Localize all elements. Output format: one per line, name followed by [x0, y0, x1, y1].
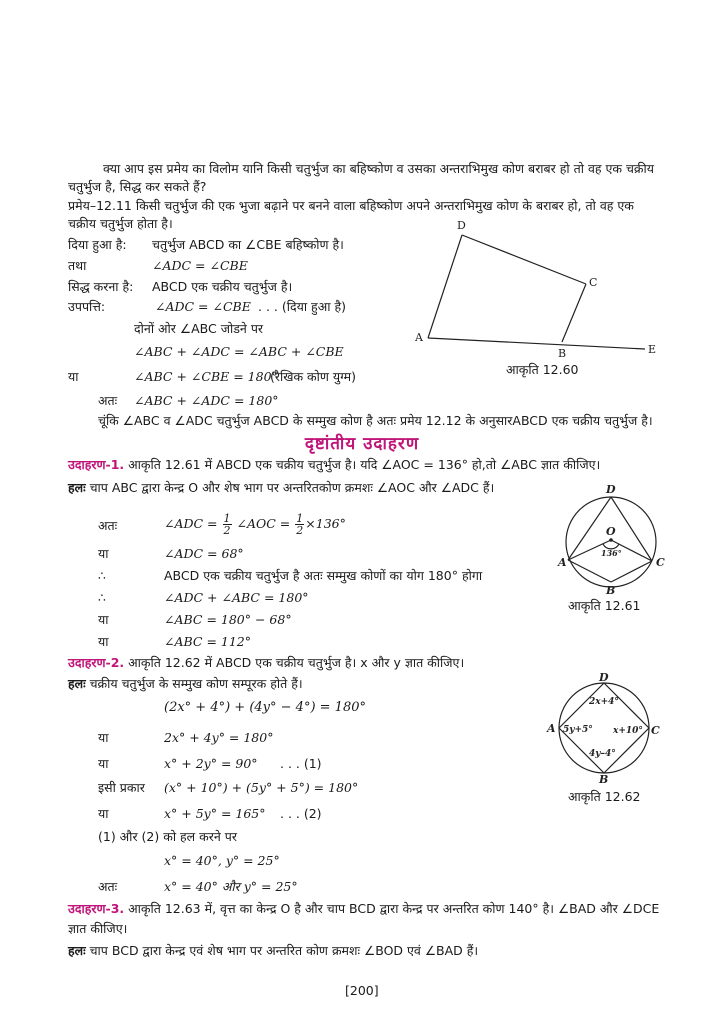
ex2-equation-5-note: . . . (2) — [280, 806, 322, 821]
fig61-label-d: D — [606, 483, 616, 496]
fig61-label-o: O — [606, 525, 616, 538]
fig61-label-a: A — [558, 556, 567, 569]
section-heading: दृष्टांतीय उदाहरण — [304, 434, 420, 454]
ex1-fraction-1-num: 1 — [223, 512, 231, 525]
example-3-line — [68, 901, 659, 917]
fig60-label-e: E — [648, 343, 657, 356]
example-2-solution-text: चक्रीय चतुर्भुज के सम्मुख कोण सम्पूरक होते हैं। — [85, 676, 303, 691]
or-label: या — [68, 369, 79, 384]
example-1-solution-text: चाप ABC द्वारा केन्द्र O और शेष भाग पर अन्तरितकोण क्रमशः ∠AOC और ∠ADC हैं। — [85, 480, 495, 495]
ex1-line3: ABCD एक चक्रीय चतुर्भुज है अतः सम्मुख कोणों का योग 180° होगा — [164, 568, 483, 583]
example-3-title: उदाहरण-3. — [68, 901, 125, 916]
ex1-line6-label: या — [98, 634, 109, 649]
figure-12-62-caption: आकृति 12.62 — [568, 789, 641, 804]
fig61-label-b: B — [606, 584, 616, 597]
ex1-line6: ∠ABC = 112° — [164, 634, 252, 649]
add-both-sides: दोनों ओर ∠ABC जोडने पर — [134, 321, 264, 336]
proof-note: . . . (दिया हुआ है) — [258, 299, 346, 314]
page-number: [200] — [345, 983, 379, 998]
fig62-label-d: D — [599, 671, 609, 684]
ex1-line2: ∠ADC = 68° — [164, 546, 244, 561]
ex1-fraction-2-num: 1 — [296, 512, 304, 525]
ex1-fraction-2 — [295, 513, 304, 536]
and-label: तथा — [68, 258, 87, 273]
intro-line-2: चतुर्भुज है, सिद्ध कर सकते हैं? — [68, 179, 207, 194]
ex1-line4: ∠ADC + ∠ABC = 180° — [164, 590, 309, 605]
ex1-line1 — [164, 510, 346, 538]
ex2-equation-2: 2x° + 4y° = 180° — [164, 730, 274, 745]
linear-pair-note: (रैखिक कोण युग्म) — [270, 369, 356, 384]
ex1-line4-label: ∴ — [98, 590, 106, 605]
fig61-label-angle: 136° — [601, 548, 622, 558]
figure-12-61-caption: आकृति 12.61 — [568, 598, 641, 613]
example-3-solution — [68, 943, 478, 959]
example-1-line — [68, 457, 600, 473]
ex1-fraction-1 — [223, 513, 232, 536]
ex2-equation-4-label: इसी प्रकार — [98, 780, 145, 795]
fig60-label-a: A — [415, 331, 423, 344]
ex1-line2-label: या — [98, 546, 109, 561]
given-text: चतुर्भुज ABCD का ∠CBE बहिष्कोण है। — [152, 237, 344, 252]
fig62-label-right-angle: x+10° — [613, 726, 643, 736]
ex1-line5-label: या — [98, 612, 109, 627]
example-1-title: उदाहरण-1. — [68, 457, 125, 472]
given-label: दिया हुआ है: — [68, 237, 127, 252]
example-1-solution — [68, 480, 494, 496]
example-3-line-2: ज्ञात कीजिए। — [68, 921, 128, 936]
fig62-label-bottom-angle: 4y–4° — [589, 749, 616, 759]
ex1-line5: ∠ABC = 180° − 68° — [164, 612, 292, 627]
ex1-fraction-1-den: 2 — [223, 524, 231, 537]
ex2-equation-5-label: या — [98, 806, 109, 821]
ex1-line1-a: ∠ADC = — [164, 516, 218, 531]
fig60-label-d: D — [457, 219, 466, 232]
equation-3: ∠ABC + ∠ADC = 180° — [134, 393, 279, 408]
ex2-equation-4: (x° + 10°) + (5y° + 5°) = 180° — [164, 780, 359, 795]
prove-label: सिद्ध करना है: — [68, 279, 134, 294]
ex2-equation-5: x° + 5y° = 165° — [164, 806, 266, 821]
proof-equation: ∠ADC = ∠CBE — [155, 299, 251, 314]
ex1-line1-c: ×136° — [305, 516, 346, 531]
ex2-equation-7: x° = 40°, y° = 25° — [164, 853, 280, 868]
conclusion: चूंकि ∠ABC व ∠ADC चतुर्भुज ABCD के सम्मुख कोण है अतः प्रमेय 12.12 के अनुसारABCD एक चक्रीय चतुर्भुज है। — [98, 413, 653, 428]
ex2-equation-1: (2x° + 4°) + (4y° − 4°) = 180° — [164, 700, 366, 715]
proof-label: उपपत्ति: — [68, 299, 106, 314]
example-1-text: आकृति 12.61 में ABCD एक चक्रीय चतुर्भुज है। यदि ∠AOC = 136° हो,तो ∠ABC ज्ञात कीजिए। — [124, 457, 601, 472]
fig62-label-top-angle: 2x+4° — [589, 697, 619, 707]
ex2-equation-8: x° = 40° और y° = 25° — [164, 879, 298, 894]
fig62-label-left-angle: 5y+5° — [563, 725, 593, 735]
ex2-equation-3-note: . . . (1) — [280, 756, 322, 771]
ex2-equation-3-label: या — [98, 756, 109, 771]
ex1-line1-label: अतः — [98, 518, 118, 533]
fig60-label-b: B — [558, 347, 567, 360]
equation-1: ∠ABC + ∠ADC = ∠ABC + ∠CBE — [134, 344, 344, 359]
prove-text: ABCD एक चक्रीय चतुर्भुज है। — [152, 279, 293, 294]
ex1-fraction-2-den: 2 — [296, 524, 304, 537]
intro-line-1: क्या आप इस प्रमेय का विलोम यानि किसी चतुर्भुज का बहिष्कोण व उसका अन्तराभिमुख कोण बराबर हो तो वह एक चक्रीय — [103, 161, 655, 176]
fig61-label-c: C — [656, 556, 665, 569]
ex2-equation-3: x° + 2y° = 90° — [164, 756, 258, 771]
hence-label: अतः — [98, 393, 118, 408]
example-1-solution-label: हलः — [68, 480, 86, 495]
example-2-solution-label: हलः — [68, 676, 86, 691]
theorem-line-2: चक्रीय चतुर्भुज होता है। — [68, 216, 173, 231]
fig60-label-c: C — [589, 276, 598, 289]
ex1-line3-label: ∴ — [98, 568, 106, 583]
ex1-line1-b: ∠AOC = — [236, 516, 291, 531]
theorem-line-1: प्रमेय–12.11 किसी चतुर्भुज की एक भुजा बढ़ाने पर बनने वाला बहिष्कोण अपने अन्तराभिमुख कोण के बराबर हो, तो वह एक — [68, 198, 634, 213]
example-3-solution-text: चाप BCD द्वारा केन्द्र एवं शेष भाग पर अन्तरित कोण क्रमशः ∠BOD एवं ∠BAD हैं। — [85, 943, 479, 958]
example-2-title: उदाहरण-2. — [68, 655, 125, 670]
example-2-line — [68, 655, 464, 671]
ex2-solve-text: (1) और (2) को हल करने पर — [98, 829, 237, 844]
example-2-text: आकृति 12.62 में ABCD एक चक्रीय चतुर्भुज है। x और y ज्ञात कीजिए। — [124, 655, 465, 670]
equation-2: ∠ABC + ∠CBE = 180° — [134, 369, 278, 384]
figure-12-60-caption: आकृति 12.60 — [506, 362, 579, 377]
fig62-label-c: C — [651, 724, 660, 737]
and-equation: ∠ADC = ∠CBE — [152, 258, 248, 273]
fig62-label-b: B — [599, 773, 609, 786]
example-2-solution — [68, 676, 303, 692]
example-3-text: आकृति 12.63 में, वृत्त का केन्द्र O है और चाप BCD द्वारा केन्द्र पर अन्तरित कोण 140° है। ∠BAD और ∠DCE — [124, 901, 660, 916]
ex2-equation-8-label: अतः — [98, 879, 118, 894]
example-3-solution-label: हलः — [68, 943, 86, 958]
fig62-label-a: A — [547, 722, 556, 735]
ex2-equation-2-label: या — [98, 730, 109, 745]
